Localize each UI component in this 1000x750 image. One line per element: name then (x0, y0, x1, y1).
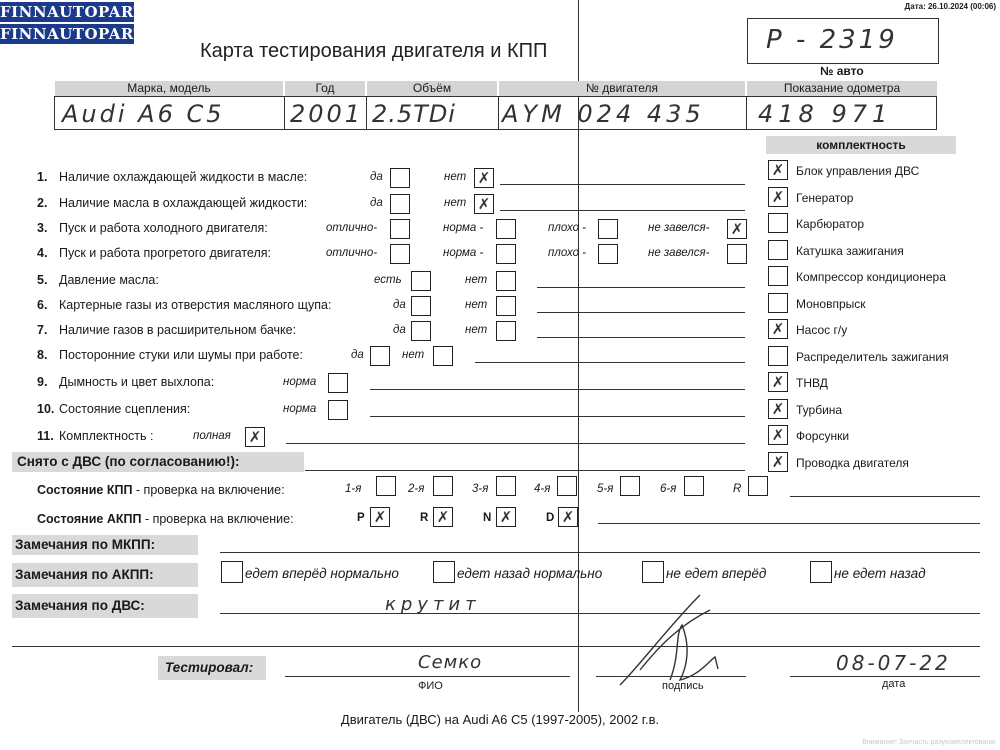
question-text: Посторонние стуки или шумы при работе: (59, 348, 303, 362)
akpp-gear-checkbox[interactable]: ✗ (433, 507, 453, 527)
question-text: Наличие охлаждающей жидкости в масле: (59, 170, 308, 184)
option-label: нет (444, 171, 467, 183)
kpp-gear-checkbox[interactable] (684, 476, 704, 496)
kpp-gear-label: 4-я (534, 483, 551, 495)
question-3 (37, 221, 268, 235)
question-8 (37, 348, 303, 362)
kit-checkbox[interactable]: ✗ (768, 452, 788, 472)
kpp-gear-checkbox[interactable] (748, 476, 768, 496)
question-text: Наличие масла в охлаждающей жидкости: (59, 196, 308, 210)
notes-dvs-label: Замечания по ДВС: (15, 598, 145, 613)
kit-checkbox[interactable] (768, 293, 788, 313)
option-checkbox[interactable] (390, 194, 410, 214)
option-checkbox[interactable]: ✗ (245, 427, 265, 447)
option-label: плохо - (548, 222, 586, 234)
col-year: Год (285, 81, 365, 96)
handwritten-car-number: P - 2319 (766, 25, 898, 55)
cell-divider (498, 96, 499, 130)
option-checkbox[interactable] (411, 296, 431, 316)
cell-divider (284, 96, 285, 130)
removed-label: Снято с ДВС (по согласованию!): (17, 454, 240, 469)
answer-line (537, 287, 745, 288)
akpp-remark-checkbox[interactable] (642, 561, 664, 583)
sign-caption: подпись (662, 680, 704, 692)
question-9 (37, 375, 214, 389)
question-number: 4. (37, 246, 48, 260)
question-text: Пуск и работа прогретого двигателя: (59, 246, 271, 260)
question-10 (37, 402, 190, 416)
question-1 (37, 170, 307, 184)
col-model: Марка, модель (55, 81, 283, 96)
akpp-gear-checkbox[interactable]: ✗ (370, 507, 390, 527)
fio-line (285, 676, 570, 677)
question-4 (37, 246, 271, 260)
akpp-gear-checkbox[interactable]: ✗ (496, 507, 516, 527)
cell-divider (746, 96, 747, 130)
question-2 (37, 196, 307, 210)
col-odometer: Показание одометра (747, 81, 937, 96)
question-text: Наличие газов в расширительном бачке: (59, 323, 297, 337)
question-number: 9. (37, 375, 48, 389)
kit-item-label: Карбюратор (796, 217, 865, 231)
kpp-gear-checkbox[interactable] (496, 476, 516, 496)
option-checkbox[interactable] (496, 296, 516, 316)
question-number: 3. (37, 221, 48, 235)
akpp-remark-label: едет вперёд нормально (245, 566, 399, 581)
option-checkbox[interactable]: ✗ (727, 219, 747, 239)
notes-dvs-line-2 (12, 646, 980, 647)
date-line (790, 676, 980, 677)
option-label: плохо - (548, 247, 586, 259)
option-checkbox[interactable] (328, 373, 348, 393)
kit-checkbox[interactable] (768, 266, 788, 286)
brand-logo-secondary: FINNAUTOPARTS (0, 25, 157, 43)
kit-item-label: Турбина (796, 402, 843, 417)
kpp-gear-checkbox[interactable] (376, 476, 396, 496)
kit-item-label: Блок управления ДВС (796, 164, 920, 178)
kpp-label (37, 483, 285, 497)
question-11 (37, 429, 153, 443)
kpp-gear-label: 6-я (660, 483, 677, 495)
kit-checkbox[interactable]: ✗ (768, 319, 788, 339)
akpp-label-bold: Состояние АКПП (37, 512, 142, 526)
option-label: полная (193, 430, 231, 442)
question-text: Картерные газы из отверстия масляного щупа: (59, 298, 332, 312)
option-label: норма - (443, 247, 484, 259)
kit-item-label: Распределитель зажигания (796, 349, 949, 364)
option-label: не завелся- (648, 222, 710, 234)
notes-dvs-line (220, 613, 980, 614)
akpp-label-rest: - проверка на включение: (141, 512, 294, 526)
option-checkbox[interactable] (598, 244, 618, 264)
option-label: есть (374, 274, 402, 286)
kit-checkbox[interactable] (768, 346, 788, 366)
value-volume: 2.5TDi (372, 100, 456, 128)
option-checkbox[interactable] (411, 321, 431, 341)
tested-label: Тестировал: (165, 660, 254, 675)
question-number: 11. (37, 429, 54, 443)
answer-line (500, 210, 745, 211)
kit-item-label: Генератор (796, 190, 854, 205)
kpp-gear-label: R (733, 483, 742, 495)
kit-item-label: Компрессор кондиционера (796, 270, 946, 284)
option-label: норма - (443, 222, 484, 234)
question-number: 5. (37, 273, 48, 287)
answer-line (286, 443, 745, 444)
removed-line (305, 470, 745, 471)
option-label: да (351, 349, 364, 361)
akpp-label (37, 512, 294, 526)
notes-mkpp-line (220, 552, 980, 553)
kit-checkbox[interactable]: ✗ (768, 425, 788, 445)
answer-line (537, 312, 745, 313)
answer-line (370, 389, 745, 390)
value-engine-no: AYM 024 435 (502, 100, 705, 128)
answer-line (537, 337, 745, 338)
kit-header: комплектность (766, 136, 956, 154)
question-text: Комплектность : (59, 429, 154, 443)
option-label: нет (465, 324, 488, 336)
option-checkbox[interactable] (390, 168, 410, 188)
question-number: 7. (37, 323, 48, 337)
option-checkbox[interactable] (496, 271, 516, 291)
option-label: норма (283, 376, 317, 388)
akpp-remark-label: не едет назад (834, 566, 926, 581)
kit-item-label: Моновпрыск (796, 296, 866, 311)
option-checkbox[interactable] (328, 400, 348, 420)
answer-line (500, 184, 745, 185)
option-checkbox[interactable] (433, 346, 453, 366)
option-label: нет (402, 349, 425, 361)
page-title: Карта тестирования двигателя и КПП (200, 40, 548, 62)
signature-scribble (610, 585, 750, 695)
option-label: норма (283, 403, 317, 415)
value-model: Audi A6 C5 (62, 100, 225, 128)
cell-divider (366, 96, 367, 130)
kit-checkbox[interactable] (768, 213, 788, 233)
option-label: да (370, 197, 383, 209)
fio-caption: ФИО (418, 680, 443, 692)
value-odometer: 418 971 (758, 100, 893, 128)
kpp-gear-label: 1-я (345, 483, 362, 495)
option-checkbox[interactable] (496, 244, 516, 264)
question-number: 1. (37, 170, 48, 184)
akpp-remark-label: едет назад нормально (457, 566, 603, 581)
akpp-gear-label: D (546, 512, 555, 524)
akpp-gear-checkbox[interactable]: ✗ (558, 507, 578, 527)
question-number: 2. (37, 196, 48, 210)
akpp-gear-label: R (420, 512, 429, 524)
option-label: не завелся- (648, 247, 710, 259)
kit-item-label: Катушка зажигания (796, 243, 904, 258)
col-engine-no: № двигателя (499, 81, 745, 96)
answer-line (370, 416, 745, 417)
footer-caption: Двигатель (ДВС) на Audi A6 C5 (1997-2005), 2002 г.в. (340, 712, 660, 727)
question-text: Пуск и работа холодного двигателя: (59, 221, 268, 235)
question-text: Давление масла: (59, 273, 159, 287)
option-checkbox[interactable] (411, 271, 431, 291)
question-5 (37, 273, 159, 287)
option-label: нет (465, 299, 488, 311)
notes-mkpp-label: Замечания по МКПП: (15, 537, 156, 552)
question-6 (37, 298, 331, 312)
option-checkbox[interactable] (370, 346, 390, 366)
question-text: Дымность и цвет выхлопа: (59, 375, 215, 389)
kpp-label-rest: - проверка на включение: (132, 483, 285, 497)
kit-item-label: ТНВД (796, 376, 828, 390)
car-number-box (747, 18, 939, 64)
brand-logo: FINNAUTOPARTS (0, 3, 157, 21)
option-checkbox[interactable] (390, 244, 410, 264)
akpp-gear-label: N (483, 512, 492, 524)
option-checkbox[interactable]: ✗ (474, 194, 494, 214)
option-checkbox[interactable] (598, 219, 618, 239)
akpp-remark-label: не едет вперёд (666, 566, 767, 581)
question-text: Состояние сцепления: (59, 402, 191, 416)
car-number-label: № авто (820, 64, 864, 78)
akpp-gear-label: P (357, 512, 365, 524)
option-label: нет (465, 274, 488, 286)
option-checkbox[interactable] (496, 219, 516, 239)
kpp-gear-label: 3-я (472, 483, 489, 495)
option-checkbox[interactable] (390, 219, 410, 239)
question-7 (37, 323, 296, 337)
notes-akpp-label: Замечания по АКПП: (15, 567, 154, 582)
option-checkbox[interactable]: ✗ (474, 168, 494, 188)
kit-checkbox[interactable]: ✗ (768, 399, 788, 419)
kit-checkbox[interactable]: ✗ (768, 160, 788, 180)
option-label: да (393, 324, 406, 336)
option-checkbox[interactable] (496, 321, 516, 341)
kit-item-label: Форсунки (796, 429, 850, 443)
question-number: 6. (37, 298, 48, 312)
option-label: отлично- (326, 247, 378, 259)
test-date-handwritten: 08-07-22 (836, 651, 951, 675)
akpp-remark-checkbox[interactable] (810, 561, 832, 583)
watermark: Внимание! Запчасть разукомплектована! (862, 739, 996, 746)
option-checkbox[interactable] (727, 244, 747, 264)
kit-item-label: Насос г/у (796, 323, 848, 337)
col-volume: Объём (367, 81, 497, 96)
kpp-gear-label: 5-я (597, 483, 614, 495)
dvs-note-handwritten: крутит (385, 594, 481, 615)
kit-checkbox[interactable]: ✗ (768, 372, 788, 392)
question-number: 10. (37, 402, 55, 416)
kit-checkbox[interactable]: ✗ (768, 187, 788, 207)
print-date: Дата: 26.10.2024 (00:06) (904, 2, 996, 11)
kit-item-label: Проводка двигателя (796, 455, 909, 470)
option-label: нет (444, 197, 467, 209)
option-label: отлично- (326, 222, 378, 234)
tester-handwritten: Семко (418, 652, 483, 673)
akpp-remark-checkbox[interactable] (433, 561, 455, 583)
kpp-gear-checkbox[interactable] (557, 476, 577, 496)
date-caption: дата (882, 678, 906, 690)
kit-checkbox[interactable] (768, 240, 788, 260)
akpp-line (598, 523, 980, 524)
kpp-gear-label: 2-я (408, 483, 425, 495)
kpp-label-bold: Состояние КПП (37, 483, 133, 497)
kpp-gear-checkbox[interactable] (620, 476, 640, 496)
option-label: да (370, 171, 383, 183)
akpp-remark-checkbox[interactable] (221, 561, 243, 583)
answer-line (475, 362, 745, 363)
kpp-line (790, 496, 980, 497)
value-year: 2001 (290, 100, 364, 128)
kpp-gear-checkbox[interactable] (433, 476, 453, 496)
option-label: да (393, 299, 406, 311)
question-number: 8. (37, 348, 48, 362)
